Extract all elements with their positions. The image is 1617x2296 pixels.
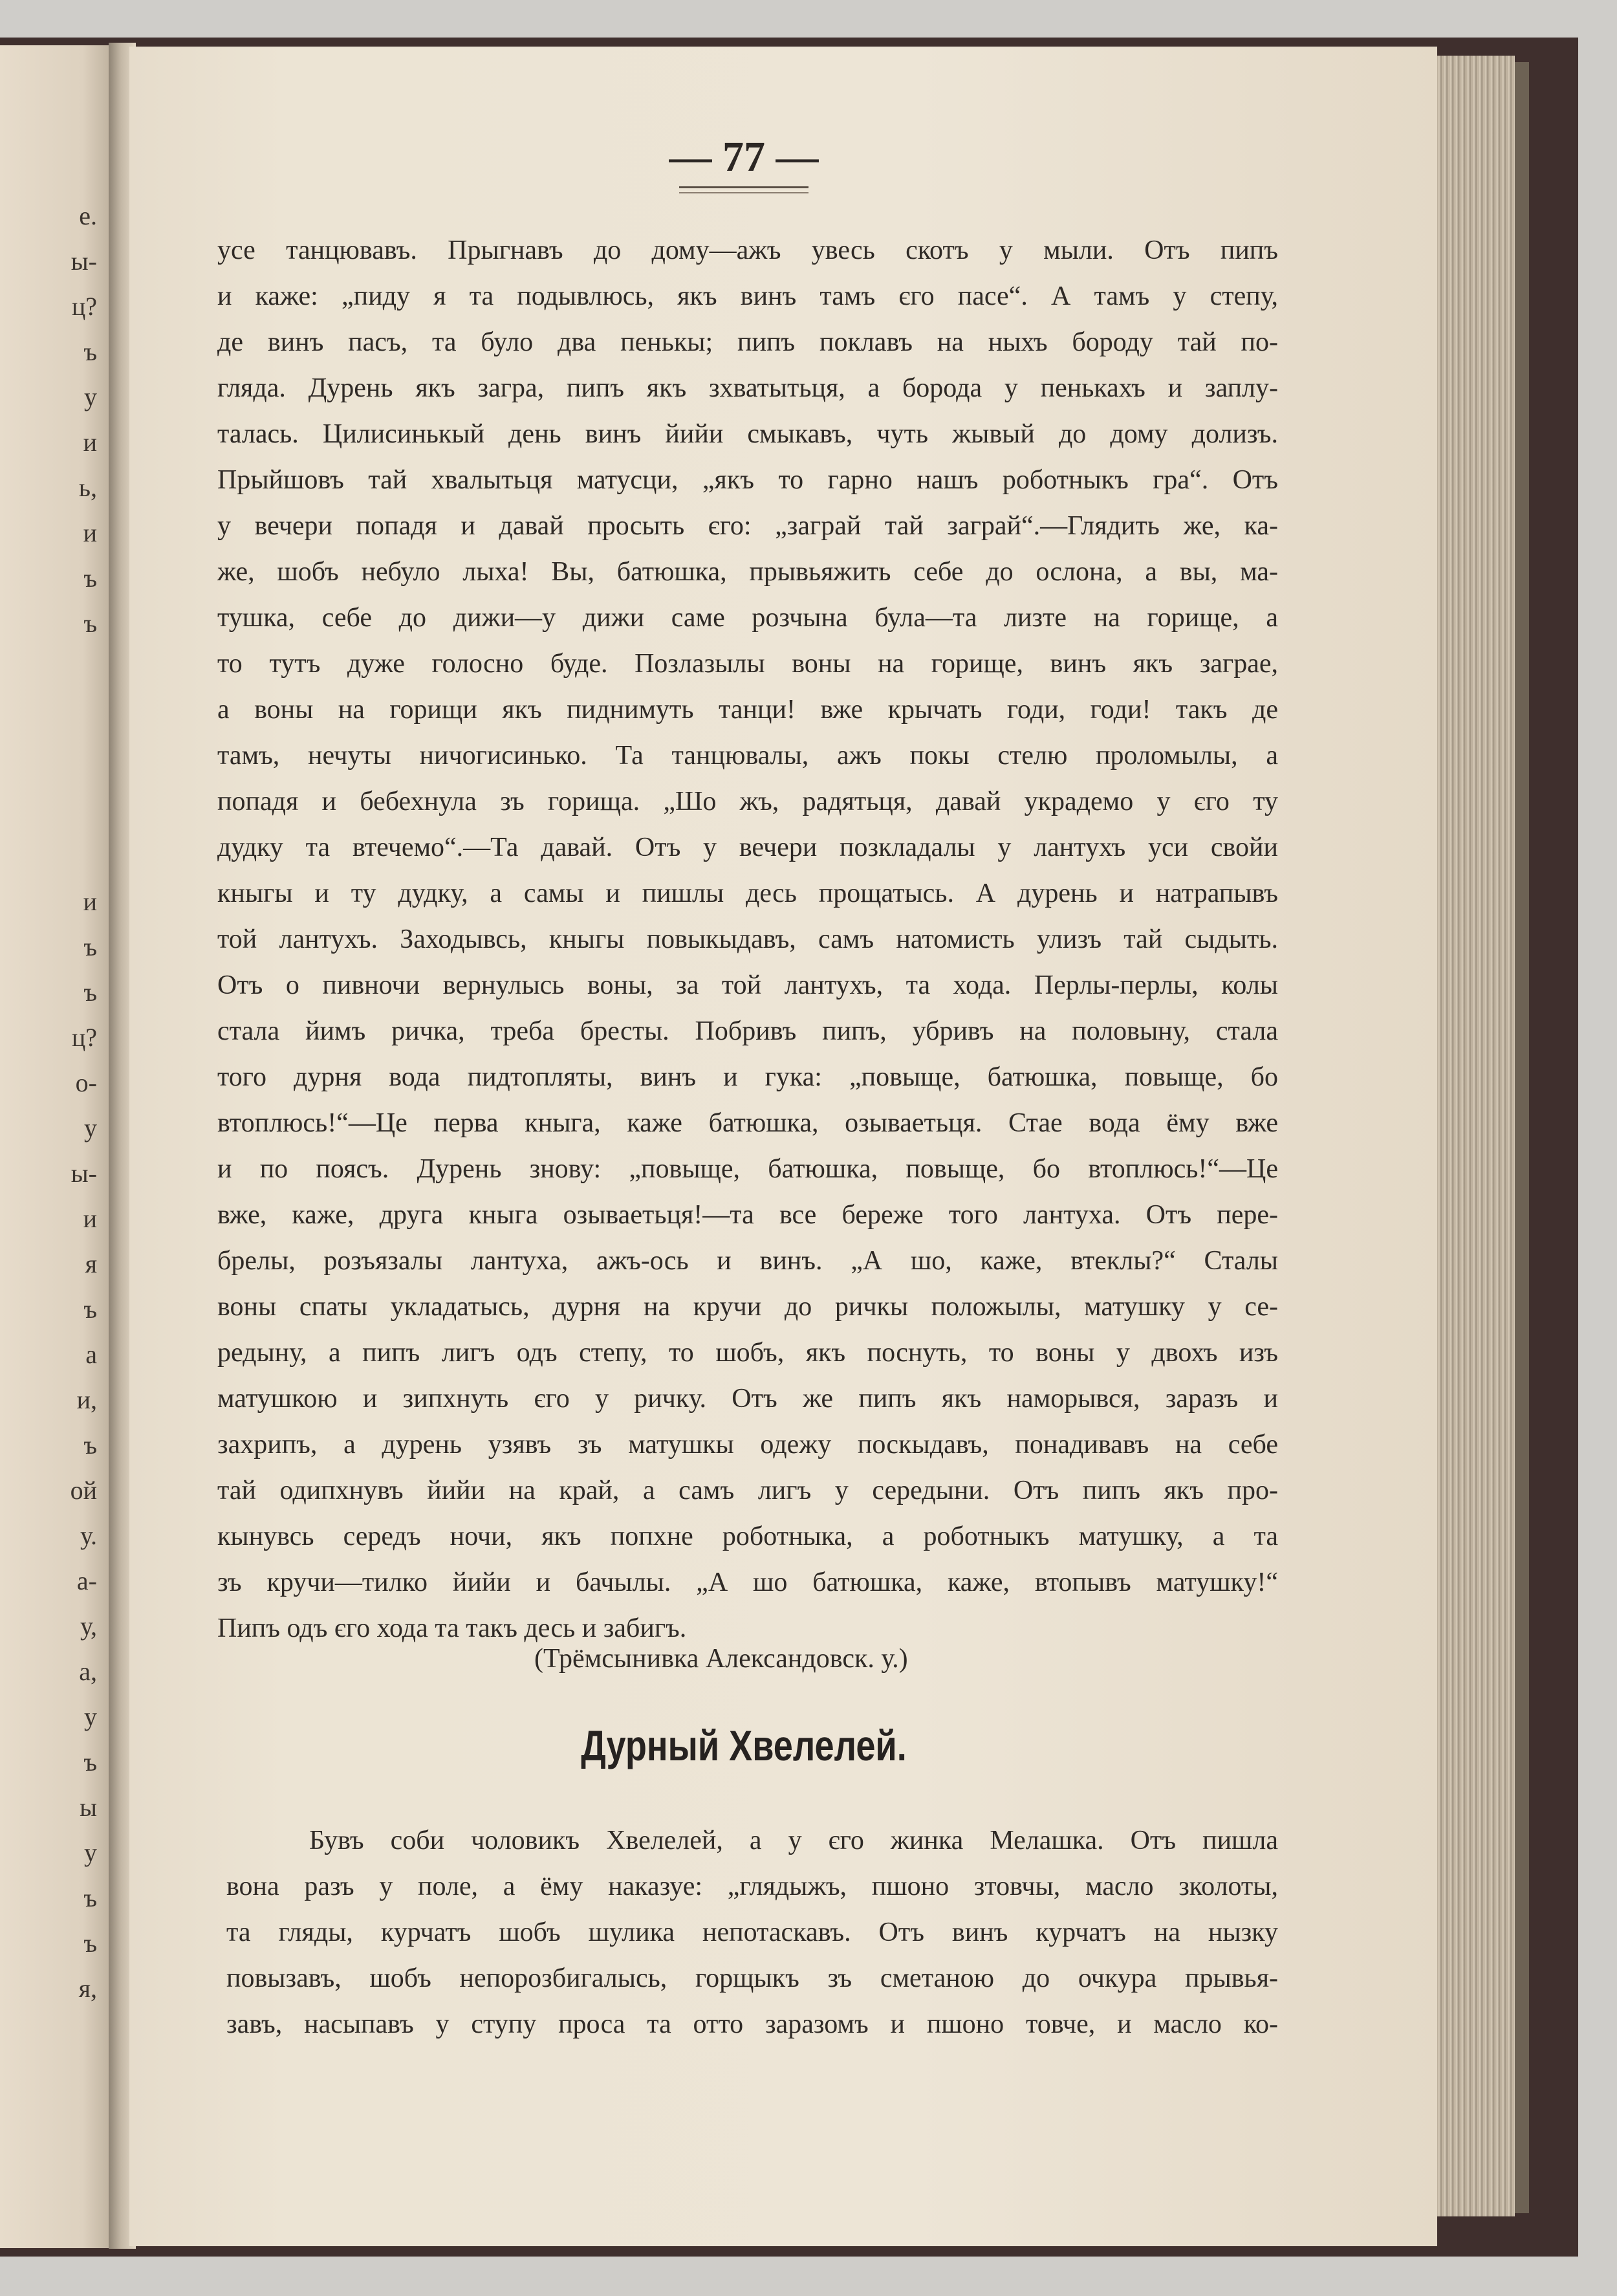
text-line: дудку та втечемо“.—Та давай. Отъ у вечери позкладалы у лантухъ уси свойи	[217, 833, 1278, 862]
page-stack-edge	[1437, 56, 1515, 2216]
text-line: гляда. Дурень якъ загра, пипъ якъ зхватытьця, а борода у пенькахъ и заплу-	[217, 373, 1278, 403]
page-number-ornament	[679, 186, 808, 193]
story-continued-text	[217, 228, 1278, 1652]
left-page-fragment: и,	[76, 1385, 97, 1414]
text-line: талась. Цилисинькый день винъ йийи смыкавъ, чуть жывый до дому долизъ.	[217, 419, 1278, 449]
left-page-fragment: ы-	[71, 246, 97, 276]
text-line: у вечери попадя и давай просыть єго: „заграй тай заграй“.—Глядить же, ка-	[217, 511, 1278, 541]
text-line: воны спаты укладатысь, дурня на кручи до ричкы положылы, матушку у се-	[217, 1292, 1278, 1322]
left-page-fragment: у,	[80, 1612, 97, 1641]
left-page-fragment: ъ	[83, 1883, 97, 1912]
left-page-fragment: ц?	[71, 292, 97, 321]
page-stack-shadow	[1515, 62, 1529, 2213]
text-line: кынувсь середъ ночи, якъ попхне роботныка, а роботныкъ матушку, а та	[217, 1522, 1278, 1551]
text-line: повызавъ, шобъ непорозбигалысь, горщыкъ зъ сметаною до очкура прывья-	[226, 1963, 1278, 1993]
left-page-fragment: и	[83, 1204, 97, 1233]
text-line: попадя и бебехнула зъ горища. „Шо жъ, радятьця, давай украдемо у єго ту	[217, 787, 1278, 816]
left-page-fragment: ъ	[83, 1747, 97, 1777]
left-page-fragment: и	[83, 887, 97, 916]
text-line: той лантухъ. Заходывсь, кныгы повыкыдавъ, самъ натомисть улизъ тай сыдыть.	[217, 924, 1278, 954]
left-page-fragment: а-	[76, 1566, 97, 1595]
left-page-fragment: ъ	[83, 563, 97, 593]
left-page-fragment: а,	[79, 1657, 97, 1686]
left-page-fragment: ъ	[83, 609, 97, 638]
left-page-fragment: ъ	[83, 978, 97, 1007]
text-line: усе танцювавъ. Прыгнавъ до дому—ажъ увесь скотъ у мыли. Отъ пипъ	[217, 235, 1278, 265]
left-page-fragment: я,	[78, 1974, 97, 2003]
text-line: втоплюсь!“—Це перва кныга, каже батюшка, озываетьця. Стае вода ёму вже	[217, 1108, 1278, 1138]
left-page-fragment: я	[85, 1249, 97, 1278]
text-line: тамъ, нечуты ничогисинько. Та танцювалы, ажъ покы стелю проломылы, а	[217, 741, 1278, 771]
left-page-fragment: у	[84, 1113, 97, 1143]
text-line: та гляды, курчатъ шобъ шулика непотаскавъ. Отъ винъ курчатъ на нызку	[226, 1918, 1278, 1947]
left-page-fragment: ь,	[78, 473, 97, 502]
text-line: зъ кручи—тилко йийи и бачылы. „А шо батюшка, каже, втопывъ матушку!“	[217, 1568, 1278, 1597]
left-page-fragment: е.	[79, 201, 97, 230]
text-line: де винъ пасъ, та було два пенькы; пипъ поклавъ на ныхъ бороду тай по-	[217, 327, 1278, 357]
text-line: вона разъ у поле, а ёму наказуе: „глядыжъ, пшоно зтовчы, масло зколоты,	[226, 1872, 1278, 1901]
text-line: тай одипхнувъ йийи на край, а самъ лигъ у середыни. Отъ пипъ якъ про-	[217, 1476, 1278, 1505]
left-page-fragment: ы	[80, 1793, 97, 1822]
text-line: матушкою и зипхнуть єго у ричку. Отъ же пипъ якъ наморывся, заразъ и	[217, 1384, 1278, 1414]
text-line: и каже: „пиду я та подывлюсь, якъ винъ тамъ єго пасе“. А тамъ у степу,	[217, 281, 1278, 311]
left-page-fragment: ъ	[83, 1295, 97, 1324]
left-page-fragment: у	[84, 1702, 97, 1731]
left-page-fragment: у	[84, 382, 97, 411]
next-story-title: Дурный Хвелелей.	[581, 1722, 907, 1769]
text-line: кныгы и ту дудку, а самы и пишлы десь прощатысь. А дурень и натрапывъ	[217, 879, 1278, 908]
text-line: и по поясъ. Дурень знову: „повыще, батюшка, повыще, бо втоплюсь!“—Це	[217, 1154, 1278, 1184]
page-number: — 77 —	[669, 133, 819, 180]
text-line: того дурня вода пидтопляты, винъ и гука: „повыще, батюшка, повыще, бо	[217, 1062, 1278, 1092]
left-page-fragment: о-	[75, 1068, 97, 1097]
text-line: Пипъ одъ єго хода та такъ десь и забигъ.	[217, 1613, 687, 1643]
text-line: Отъ о пивночи вернулысь воны, за той лантухъ, та хода. Перлы-перлы, колы	[217, 970, 1278, 1000]
text-line: тушка, себе до дижи—у дижи саме розчына була—та лизте на горище, а	[217, 603, 1278, 633]
left-page-fragment: у	[84, 1838, 97, 1867]
text-line: брелы, розъязалы лантуха, ажъ-ось и винъ. „А шо, каже, втеклы?“ Сталы	[217, 1246, 1278, 1276]
text-line: стала йимъ ричка, треба бресты. Побривъ пипъ, убривъ на половыну, стала	[217, 1016, 1278, 1046]
left-page-fragment: и	[83, 518, 97, 547]
left-page-fragment: а	[85, 1340, 97, 1369]
text-line: же, шобъ небуло лыха! Вы, батюшка, прывьяжить себе до ослона, а вы, ма-	[217, 557, 1278, 587]
left-page-fragment: ъ	[83, 1929, 97, 1958]
text-line: захрипъ, а дурень узявъ зъ матушкы одежу поскыдавъ, понадивавъ на себе	[217, 1430, 1278, 1460]
text-line: Бувъ соби чоловикъ Хвелелей, а у єго жинка Мелашка. Отъ пишла	[309, 1826, 1278, 1855]
left-page-fragment: и	[83, 428, 97, 457]
text-line: вже, каже, друга кныга озываетьця!—та все береже того лантуха. Отъ пере-	[217, 1200, 1278, 1230]
text-line: то тутъ дуже голосно буде. Позлазылы воны на горище, винъ якъ заграе,	[217, 649, 1278, 679]
text-line: Прыйшовъ тай хвалытьця матусци, „якъ то гарно нашъ роботныкъ гра“. Отъ	[217, 465, 1278, 495]
text-line: завъ, насыпавъ у ступу проса та отто заразомъ и пшоно товче, и масло ко-	[226, 2009, 1278, 2039]
next-story-text	[226, 1818, 1278, 2048]
text-line: а воны на горищи якъ пиднимуть танци! вже крычать годи, годи! такъ де	[217, 695, 1278, 725]
story-source-note: (Трёмсынивка Александовск. у.)	[534, 1644, 908, 1674]
left-page-fragment: у.	[80, 1521, 97, 1550]
left-page-fragment: ы-	[71, 1159, 97, 1188]
left-page-fragment: ъ	[83, 932, 97, 961]
left-page-fragment: ъ	[83, 337, 97, 366]
left-page-fragment: ой	[70, 1476, 97, 1505]
left-page-fragment: ц?	[71, 1023, 97, 1052]
left-page-fragment: ъ	[83, 1430, 97, 1460]
left-page	[0, 45, 118, 2248]
text-line: редыну, а пипъ лигъ одъ степу, то шобъ, якъ поснуть, то воны у двохъ изъ	[217, 1338, 1278, 1368]
